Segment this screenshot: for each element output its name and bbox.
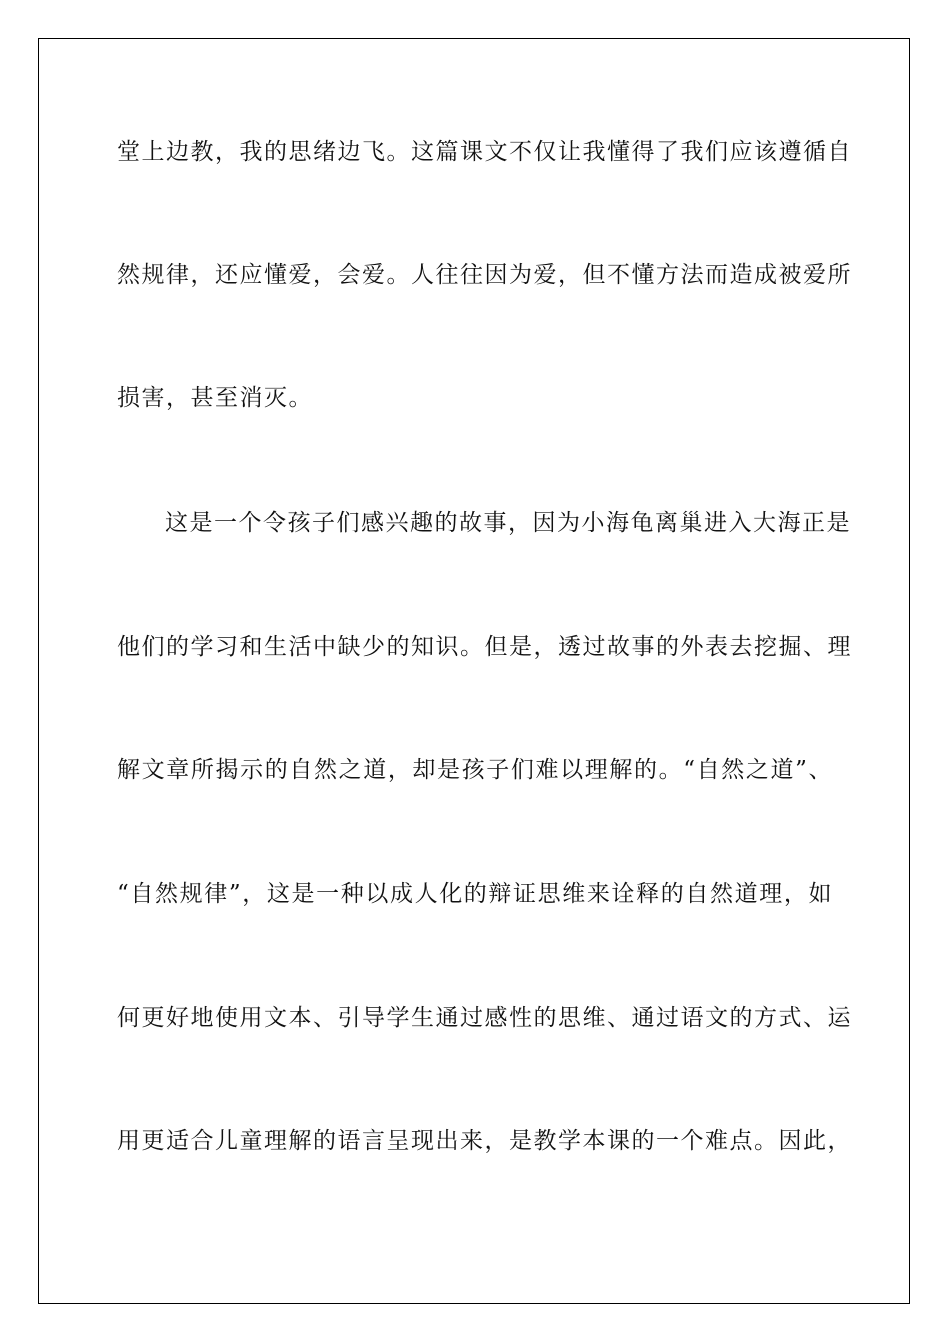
paragraph-1-line-2: 然规律，还应懂爱，会爱。人往往因为爱，但不懂方法而造成被爱所 (117, 262, 852, 288)
paragraph-2-line-1: 这是一个令孩子们感兴趣的故事，因为小海龟离巢进入大海正是 (165, 510, 851, 536)
paragraph-2-line-2: 他们的学习和生活中缺少的知识。但是，透过故事的外表去挖掘、理 (117, 634, 852, 660)
paragraph-1-line-3: 损害，甚至消灭。 (117, 385, 313, 411)
paragraph-2-line-5: 何更好地使用文本、引导学生通过感性的思维、通过语文的方式、运 (117, 1005, 852, 1031)
paragraph-2-line-6: 用更适合儿童理解的语言呈现出来，是教学本课的一个难点。因此， (117, 1128, 852, 1154)
paragraph-1-line-1: 堂上边教，我的思绪边飞。这篇课文不仅让我懂得了我们应该遵循自 (117, 139, 852, 165)
paragraph-2-line-4: “自然规律”，这是一种以成人化的辩证思维来诠释的自然道理，如 (117, 881, 833, 907)
page-frame (38, 38, 910, 1304)
paragraph-2-line-3: 解文章所揭示的自然之道，却是孩子们难以理解的。“自然之道”、 (117, 757, 833, 783)
